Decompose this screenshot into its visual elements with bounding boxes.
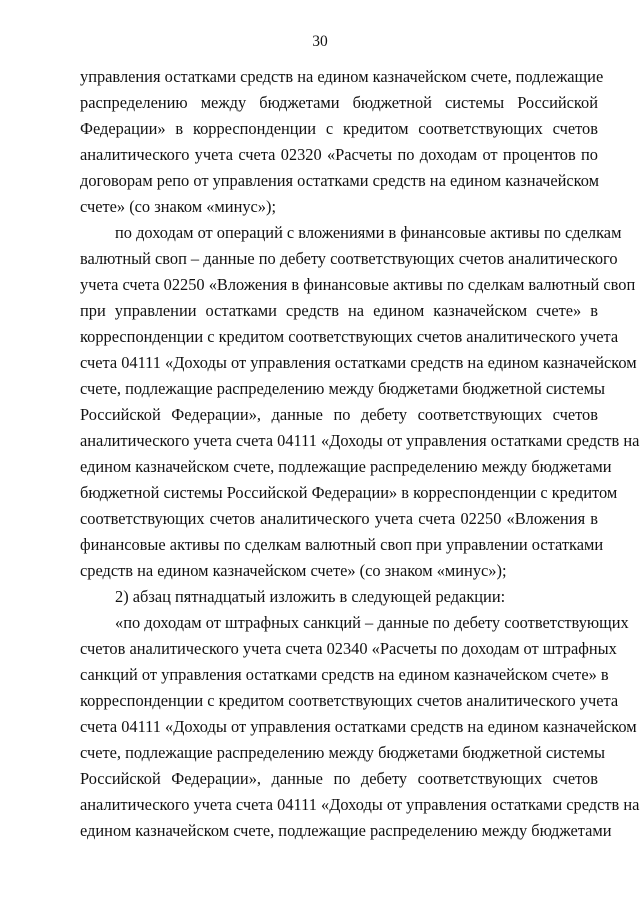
text-line: финансовые активы по сделкам валютный своп при управлении остатками bbox=[80, 535, 604, 554]
text-line: распределению между бюджетами бюджетной системы Российской bbox=[80, 93, 598, 112]
document-body bbox=[80, 64, 640, 844]
text-line: счете, подлежащие распределению между бюджетами бюджетной системы bbox=[80, 379, 606, 398]
text-line: «по доходам от штрафных санкций – данные по дебету соответствующих bbox=[115, 613, 629, 632]
text-line: договорам репо от управления остатками средств на едином казначейском bbox=[80, 171, 600, 190]
text-line: санкций от управления остатками средств на едином казначейском счете» в bbox=[80, 665, 609, 684]
text-line: Федерации» в корреспонденции с кредитом соответствующих счетов bbox=[80, 119, 598, 138]
text-line: корреспонденции с кредитом соответствующих счетов аналитического учета bbox=[80, 327, 619, 346]
text-line: счетов аналитического учета счета 02340 «Расчеты по доходам от штрафных bbox=[80, 639, 617, 658]
paragraph bbox=[80, 584, 598, 610]
text-line: корреспонденции с кредитом соответствующих счетов аналитического учета bbox=[80, 691, 619, 710]
text-line: 2) абзац пятнадцатый изложить в следующей редакции: bbox=[115, 587, 506, 606]
paragraph bbox=[80, 64, 604, 220]
paragraph bbox=[80, 610, 640, 844]
text-line: учета счета 02250 «Вложения в финансовые активы по сделкам валютный своп bbox=[80, 275, 636, 294]
text-line: аналитического учета счета 04111 «Доходы от управления остатками средств на bbox=[80, 431, 640, 450]
text-line: счета 04111 «Доходы от управления остатками средств на едином казначейском bbox=[80, 353, 637, 372]
text-line: едином казначейском счете, подлежащие распределению между бюджетами bbox=[80, 457, 612, 476]
text-line: средств на едином казначейском счете» (со знаком «минус»); bbox=[80, 561, 507, 580]
text-line: бюджетной системы Российской Федерации» в корреспонденции с кредитом bbox=[80, 483, 618, 502]
text-line: аналитического учета счета 04111 «Доходы от управления остатками средств на bbox=[80, 795, 640, 814]
text-line: едином казначейском счете, подлежащие распределению между бюджетами bbox=[80, 821, 612, 840]
page-number: 30 bbox=[312, 33, 328, 50]
paragraph bbox=[80, 220, 640, 584]
text-line: по доходам от операций с вложениями в финансовые активы по сделкам bbox=[115, 223, 622, 242]
text-line: управления остатками средств на едином казначейском счете, подлежащие bbox=[80, 67, 604, 86]
text-line: аналитического учета счета 02320 «Расчеты по доходам от процентов по bbox=[80, 145, 598, 164]
text-line: счете, подлежащие распределению между бюджетами бюджетной системы bbox=[80, 743, 606, 762]
text-line: валютный своп – данные по дебету соответствующих счетов аналитического bbox=[80, 249, 618, 268]
text-line: при управлении остатками средств на едином казначейском счете» в bbox=[80, 301, 598, 320]
text-line: Российской Федерации», данные по дебету соответствующих счетов bbox=[80, 405, 598, 424]
text-line: соответствующих счетов аналитического учета счета 02250 «Вложения в bbox=[80, 509, 598, 528]
text-line: счете» (со знаком «минус»); bbox=[80, 197, 277, 216]
text-line: Российской Федерации», данные по дебету соответствующих счетов bbox=[80, 769, 598, 788]
text-line: счета 04111 «Доходы от управления остатками средств на едином казначейском bbox=[80, 717, 637, 736]
